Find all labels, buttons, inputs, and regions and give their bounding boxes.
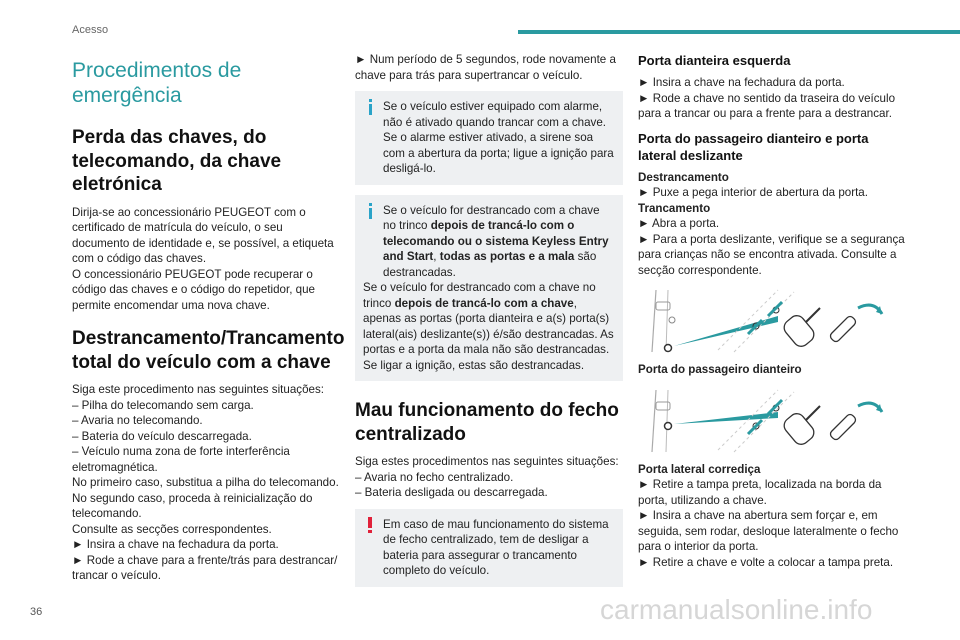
list-item: – Bateria do veículo descarregada. xyxy=(72,429,252,443)
watermark: carmanualsonline.info xyxy=(600,594,873,625)
paragraph: Siga estes procedimentos nas seguintes situações: xyxy=(355,455,619,468)
unlock-label: Destrancamento xyxy=(638,170,729,184)
step: ► Abra a porta. xyxy=(638,217,720,230)
step: ► Para a porta deslizante, verifique se a segurança para crianças não se encontra ativada. Consulte a secção correspondente. xyxy=(638,232,905,277)
section-header: Acesso xyxy=(72,24,109,36)
step: ► Num período de 5 segundos, rode novamente a chave para trás para supertrancar o veículo. xyxy=(355,53,616,82)
heading-key-unlock: Destrancamento/Trancamento total do veículo com a chave xyxy=(72,328,345,373)
column-3 xyxy=(638,52,906,570)
figure-caption: Porta lateral corrediça xyxy=(638,462,761,476)
paragraph: No primeiro caso, substitua a pilha do telecomando. xyxy=(72,476,339,489)
list-item: – Bateria desligada ou descarregada. xyxy=(355,486,548,499)
column-1 xyxy=(72,52,345,584)
info-icon xyxy=(363,203,377,219)
step: ► Retire a chave e volte a colocar a tampa preta. xyxy=(638,555,894,569)
note-text: Se o veículo for destrancado com a chave no trinco depois de trancá-lo com o telecomando ou o sistema Keyless Entry and Start, todas as portas e a mala são destrancadas. xyxy=(383,203,609,279)
warning-note xyxy=(355,509,623,587)
page-title: Procedimentos de emergência xyxy=(72,59,242,107)
note-text: Se o veículo estiver equipado com alarme, não é ativado quando trancar com a chave. Se o alarme estiver ativado, a sirene soa com a abertura da porta; ligue a ignição para desligá-lo. xyxy=(383,100,614,175)
figure-caption: Porta do passageiro dianteiro xyxy=(638,363,802,376)
step: ► Puxe a pega interior de abertura da porta. xyxy=(638,186,868,199)
paragraph: O concessionário PEUGEOT pode recuperar o código das chaves e o código do repetidor, que permite encomendar uma nova chave. xyxy=(72,267,315,312)
step: ► Retire a tampa preta, localizada na borda da porta, utilizando a chave. xyxy=(638,478,882,507)
heading-passenger-door: Porta do passageiro dianteiro e porta lateral deslizante xyxy=(638,130,869,163)
column-2 xyxy=(355,52,623,597)
lock-label: Trancamento xyxy=(638,201,711,215)
list-item: – Veículo numa zona de forte interferência eletromagnética. xyxy=(72,445,290,474)
paragraph: Siga este procedimento nas seguintes situações: xyxy=(72,383,324,396)
step: ► Rode a chave para a frente/trás para destrancar/ trancar o veículo. xyxy=(72,553,338,582)
step: ► Insira a chave na fechadura da porta. xyxy=(72,538,279,551)
list-item: – Avaria no fecho centralizado. xyxy=(355,470,514,484)
heading-central-locking: Mau funcionamento do fecho centralizado xyxy=(355,400,619,445)
list-item: – Avaria no telecomando. xyxy=(72,414,203,427)
door-lock-illustration-front xyxy=(638,286,900,356)
step: ► Insira a chave na fechadura da porta. xyxy=(638,76,845,89)
step: ► Rode a chave no sentido da traseira do veículo para a trancar ou para a frente para a destrancar. xyxy=(638,91,896,120)
note-text: Em caso de mau funcionamento do sistema de fecho centralizado, tem de desligar a bateria para assegurar o trancamento completo do veículo. xyxy=(383,517,609,577)
list-item: – Pilha do telecomando sem carga. xyxy=(72,398,254,412)
info-icon xyxy=(363,99,377,115)
note-text: Se o veículo for destrancado com a chave no trinco depois de trancá-lo com a chave, apenas as portas (porta dianteira e a(s) porta(s) lateral(ais) deslizante(s)) é/são destrancadas. As portas e a porta da mala não são destrancadas. Se ligar a ignição, estas são destrancadas. xyxy=(363,281,614,372)
info-note xyxy=(355,91,623,185)
paragraph: Dirija-se ao concessionário PEUGEOT com o certificado de matrícula do veículo, o seu documento de identidade e, se possível, a etiqueta com o código das chaves. xyxy=(72,205,334,265)
warning-icon xyxy=(363,517,377,533)
paragraph: Consulte as secções correspondentes. xyxy=(72,522,272,536)
paragraph: No segundo caso, proceda à reinicialização do telecomando. xyxy=(72,491,313,520)
header-accent-bar xyxy=(518,30,960,34)
heading-front-left-door: Porta dianteira esquerda xyxy=(638,53,791,68)
info-note xyxy=(355,195,623,382)
door-lock-illustration-sliding xyxy=(638,386,900,456)
heading-lost-keys: Perda das chaves, do telecomando, da chave eletrónica xyxy=(72,127,282,195)
page-number: 36 xyxy=(30,606,43,618)
step: ► Insira a chave na abertura sem forçar e, em seguida, sem rodar, desloque lateralmente o fecho para o interior da porta. xyxy=(638,509,899,553)
